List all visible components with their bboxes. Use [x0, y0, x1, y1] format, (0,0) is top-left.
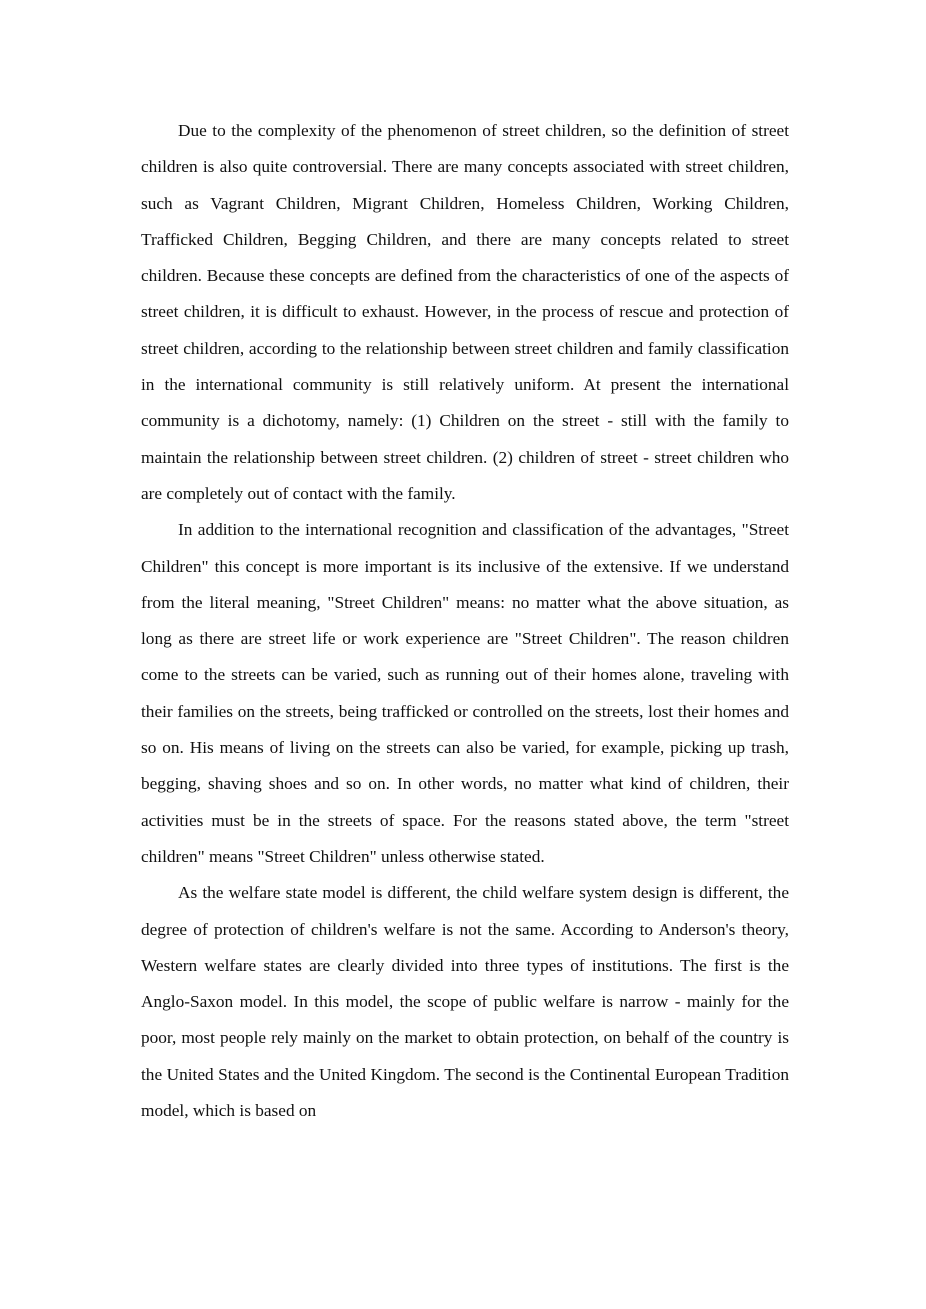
paragraph-welfare-state-models: As the welfare state model is different, the child welfare system design is different, the degree of protection of children's welfare is not the same. According to Anderson's theory, Western welfare states are clearly divided into three types of institutions. The first is the Anglo-Saxon model. In this model, the scope of public welfare is narrow - mainly for the poor, most people rely mainly on the market to obtain protection, on behalf of the country is the United States and the United Kingdom. The second is the Continental European Tradition model, which is based on — [141, 883, 789, 1121]
document-page — [141, 113, 789, 1129]
paragraph-street-children-concept: In addition to the international recognition and classification of the advantages, "Street Children" this concept is more important is its inclusive of the extensive. If we understand from the literal meaning, "Street Children" means: no matter what the above situation, as long as there are street life or work experience are "Street Children". The reason children come to the streets can be varied, such as running out of their homes alone, traveling with their families on the streets, being trafficked or controlled on the streets, lost their homes and so on. His means of living on the streets can also be varied, for example, picking up trash, begging, shaving shoes and so on. In other words, no matter what kind of children, their activities must be in the streets of space. For the reasons stated above, the term "street children" means "Street Children" unless otherwise stated. — [141, 520, 789, 866]
paragraph-street-children-definition: Due to the complexity of the phenomenon of street children, so the definition of street children is also quite controversial. There are many concepts associated with street children, such as Vagrant Children, Migrant Children, Homeless Children, Working Children, Trafficked Children, Begging Children, and there are many concepts related to street children. Because these concepts are defined from the characteristics of one of the aspects of street children, it is difficult to exhaust. However, in the process of rescue and protection of street children, according to the relationship between street children and family classification in the international community is still relatively uniform. At present the international community is a dichotomy, namely: (1) Children on the street - still with the family to maintain the relationship between street children. (2) children of street - street children who are completely out of contact with the family. — [141, 121, 789, 503]
